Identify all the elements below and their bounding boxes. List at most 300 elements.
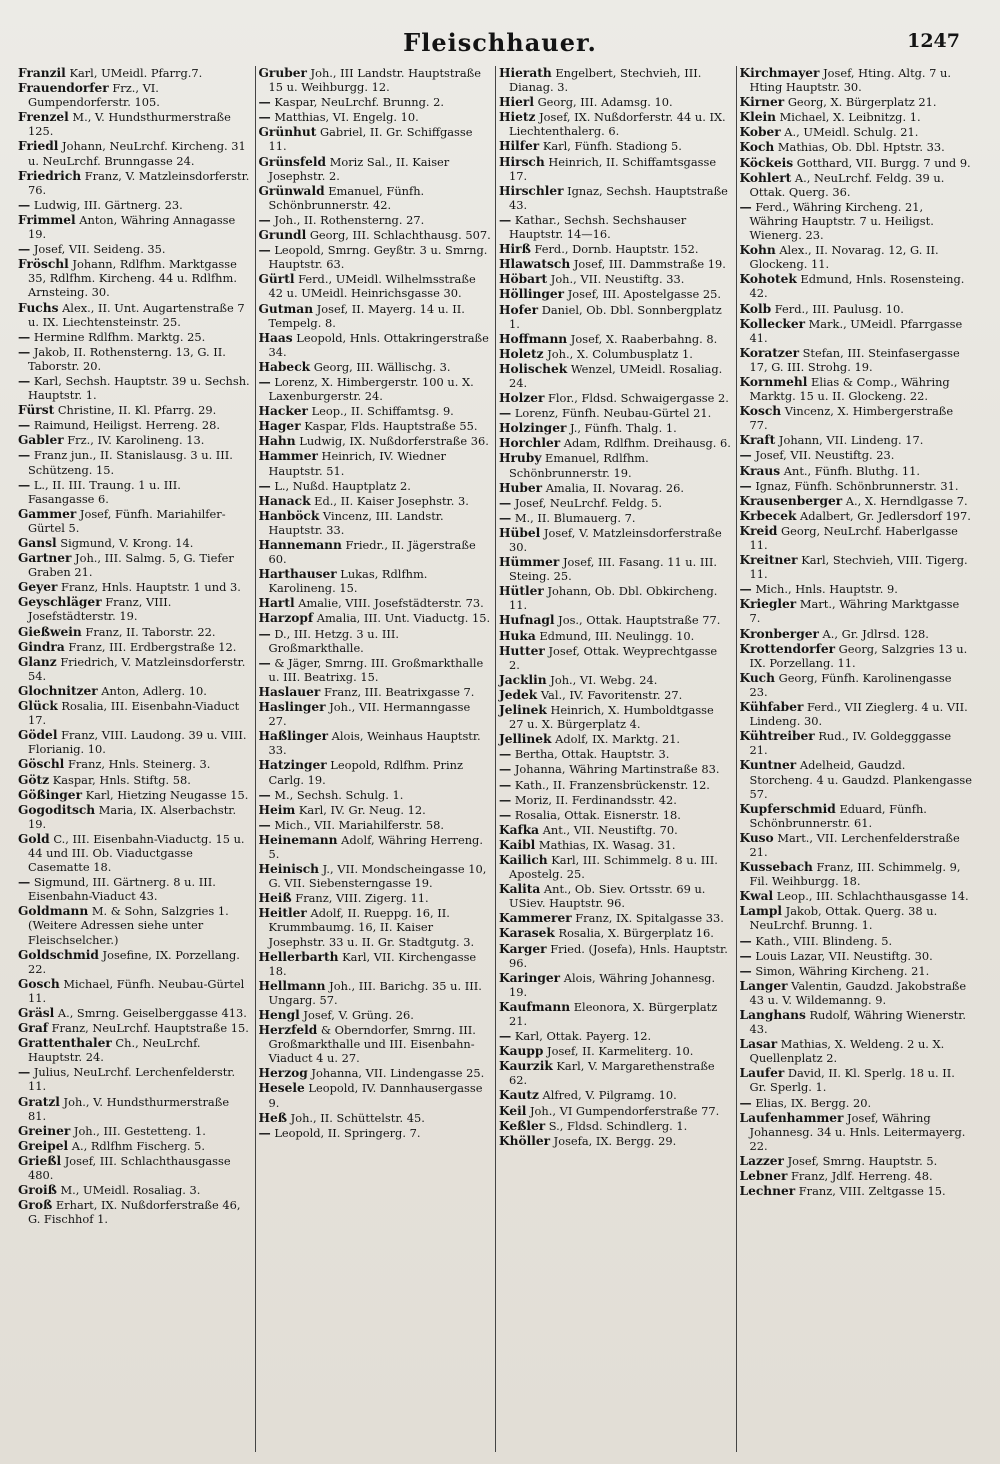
directory-entry xyxy=(18,625,251,639)
entry-name: Frimmel xyxy=(18,212,76,227)
entry-name: Hütler xyxy=(499,584,544,599)
directory-entry xyxy=(740,125,973,139)
entry-name: Gödel xyxy=(18,728,58,743)
directory-entry xyxy=(499,139,732,153)
entry-name: — xyxy=(499,747,512,762)
directory-entry xyxy=(18,418,251,432)
entry-detail: Edmund, III. Neulingg. 10. xyxy=(539,628,695,643)
entry-detail: Daniel, Ob. Dbl. Sonnbergplatz 1. xyxy=(509,302,722,331)
entry-detail: Eleonora, X. Bürgerplatz 21. xyxy=(509,999,718,1028)
entry-detail: Rosalia, X. Bürgerplatz 16. xyxy=(558,926,714,941)
entry-name: Hellmann xyxy=(258,978,326,993)
entry-detail: Simon, Währing Kircheng. 21. xyxy=(755,963,930,978)
page-title: Fleischhauer. xyxy=(403,28,597,57)
directory-entry xyxy=(259,479,492,493)
directory-entry xyxy=(740,831,973,859)
entry-name: Kober xyxy=(739,125,781,140)
entry-detail: Anton, Adlerg. 10. xyxy=(101,683,207,698)
directory-entry xyxy=(499,406,732,420)
directory-entry xyxy=(259,833,492,861)
entry-name: — xyxy=(18,1065,31,1080)
entry-name: — xyxy=(739,963,752,978)
entry-detail: Joh., VII. Hermanngasse 27. xyxy=(268,700,471,729)
entry-name: Langhans xyxy=(739,1008,806,1022)
entry-name: Holzinger xyxy=(499,421,567,436)
directory-entry xyxy=(499,732,732,746)
entry-detail: Leopold, II. Springerg. 7. xyxy=(274,1125,421,1140)
entry-detail: Erhart, IX. Nußdorferstraße 46, G. Fischhof 1. xyxy=(28,1198,241,1227)
directory-entry xyxy=(259,419,492,433)
entry-name: Lazzer xyxy=(739,1153,784,1168)
entry-detail: Adolf, IX. Marktg. 21. xyxy=(555,732,681,747)
entry-name: Harthauser xyxy=(258,567,337,582)
directory-entry xyxy=(259,213,492,227)
directory-entry xyxy=(499,496,732,510)
entry-detail: Josef, VII. Neustiftg. 23. xyxy=(755,448,895,463)
entry-name: — xyxy=(739,199,752,214)
directory-entry xyxy=(499,332,732,346)
directory-entry xyxy=(499,703,732,731)
directory-entry xyxy=(740,404,973,432)
entry-detail: Josef, II. Mayerg. 14 u. II. Tempelg. 8. xyxy=(268,301,465,330)
directory-entry xyxy=(740,1066,973,1094)
directory-entry xyxy=(18,1021,251,1035)
entry-name: Laufer xyxy=(739,1066,785,1081)
entry-name: Götz xyxy=(18,772,50,787)
entry-detail: Mathias, X. Weldeng. 2 u. X. Quellenplatz 2. xyxy=(749,1037,945,1066)
directory-entry xyxy=(499,629,732,643)
entry-name: Gansl xyxy=(18,536,57,550)
entry-detail: Georg, Fünfh. Karolinengasse 23. xyxy=(749,670,952,699)
directory-entry xyxy=(740,140,973,154)
entry-detail: Joh., II. Rothensterng. 27. xyxy=(274,212,425,227)
directory-entry xyxy=(259,155,492,183)
entry-name: Köckeis xyxy=(739,155,794,170)
directory-entry xyxy=(499,303,732,331)
directory-entry xyxy=(18,803,251,831)
entry-name: — xyxy=(739,948,752,963)
entry-detail: Jakob, Ottak. Querg. 38 u. NeuLrchf. Brunng. 1. xyxy=(749,904,938,933)
entry-detail: Karl, IV. Gr. Neug. 12. xyxy=(298,802,426,817)
entry-name: — xyxy=(18,373,31,388)
entry-detail: Alex., II. Unt. Augartenstraße 7 u. IX. Liechtensteinstr. 25. xyxy=(28,300,245,329)
entry-name: Kühfaber xyxy=(739,700,804,715)
entry-name: Jelinek xyxy=(499,703,547,718)
column-1 xyxy=(18,66,255,1452)
entry-detail: Frz., IV. Karolineng. 13. xyxy=(67,433,205,448)
directory-entry xyxy=(18,257,251,299)
entry-name: Hierl xyxy=(499,95,534,110)
entry-detail: Franz, V. Matzleinsdorferstr. 76. xyxy=(28,168,250,197)
directory-entry xyxy=(18,580,251,594)
directory-entry xyxy=(18,1006,251,1020)
directory-entry xyxy=(499,942,732,970)
directory-entry xyxy=(499,911,732,925)
directory-entry xyxy=(18,213,251,241)
directory-entry xyxy=(259,979,492,1007)
entry-detail: Josef, NeuLrchf. Feldg. 5. xyxy=(514,495,663,510)
entry-detail: Alois, Weinhaus Hauptstr. 33. xyxy=(268,729,481,758)
entry-name: Greipel xyxy=(18,1138,69,1153)
entry-name: Kalita xyxy=(499,882,541,897)
entry-detail: Sigmund, V. Krong. 14. xyxy=(60,536,194,550)
entry-detail: A., NeuLrchf. Feldg. 39 u. Ottak. Querg. 36. xyxy=(749,170,945,199)
directory-entry xyxy=(499,362,732,390)
entry-name: Hanack xyxy=(258,493,311,508)
directory-entry xyxy=(499,526,732,554)
entry-detail: Leopold, IV. Dannhausergasse 9. xyxy=(268,1081,483,1110)
entry-detail: & Oberndorfer, Smrng. III. Großmarkthalle und III. Eisenbahn-Viaduct 4 u. 27. xyxy=(268,1023,476,1066)
directory-entry xyxy=(18,66,251,80)
directory-entry xyxy=(259,627,492,655)
entry-detail: Ferd., UMeidl. Wilhelmsstraße 42 u. UMeidl. Heinrichsgasse 30. xyxy=(268,272,476,301)
directory-entry xyxy=(259,184,492,212)
directory-entry xyxy=(499,1029,732,1043)
entry-detail: Louis Lazar, VII. Neustiftg. 30. xyxy=(755,948,933,963)
entry-name: Gößinger xyxy=(18,787,82,802)
directory-entry xyxy=(499,1088,732,1102)
directory-entry xyxy=(18,139,251,167)
entry-name: Hirsch xyxy=(499,154,545,169)
directory-columns xyxy=(18,66,976,1452)
entry-name: — xyxy=(499,777,512,792)
directory-entry xyxy=(740,758,973,800)
directory-entry xyxy=(259,950,492,978)
entry-name: Kaibl xyxy=(499,837,536,852)
entry-detail: Josef, II. Karmeliterg. 10. xyxy=(547,1044,694,1059)
entry-detail: Josef, Währing Johannesg. 34 u. Hnls. Leitermayerg. 22. xyxy=(749,1110,966,1153)
entry-name: Keßler xyxy=(499,1118,546,1133)
directory-entry xyxy=(18,1065,251,1093)
entry-name: Huber xyxy=(499,480,543,495)
entry-detail: Johann, Rdlfhm. Marktgasse 35, Rdlfhm. Kircheng. 44 u. Rdlfhm. Arnsteing. 30. xyxy=(28,257,237,300)
directory-entry xyxy=(499,421,732,435)
entry-name: Höbart xyxy=(499,272,548,287)
directory-entry xyxy=(18,1183,251,1197)
entry-detail: Karl, Fünfh. Stadiong 5. xyxy=(542,139,682,154)
directory-entry xyxy=(740,1111,973,1153)
entry-detail: M. & Sohn, Salzgries 1. (Weitere Adressen siehe unter Fleischselcher.) xyxy=(28,904,229,947)
page-number: 1247 xyxy=(907,30,960,52)
entry-detail: Kathar., Sechsh. Sechshauser Hauptstr. 14—16. xyxy=(509,212,687,242)
entry-detail: Kaspar, Hnls. Stiftg. 58. xyxy=(52,772,191,787)
directory-entry xyxy=(740,700,973,728)
entry-name: Heinemann xyxy=(258,832,338,847)
directory-entry xyxy=(259,404,492,418)
directory-entry xyxy=(259,434,492,448)
entry-detail: Ferd., III. Paulusg. 10. xyxy=(774,301,904,316)
directory-entry xyxy=(499,555,732,583)
entry-name: Kraft xyxy=(739,433,776,448)
entry-name: Heitler xyxy=(258,906,307,921)
entry-name: Hartl xyxy=(258,596,295,611)
directory-entry xyxy=(499,613,732,627)
entry-name: Khöller xyxy=(499,1133,551,1148)
entry-name: Krausenberger xyxy=(739,493,843,508)
directory-entry xyxy=(740,156,973,170)
entry-name: Koch xyxy=(739,140,775,155)
directory-entry xyxy=(740,171,973,199)
entry-name: Kirner xyxy=(739,95,785,110)
directory-entry xyxy=(259,272,492,300)
entry-name: Hengl xyxy=(258,1008,300,1022)
entry-name: — xyxy=(18,344,31,359)
directory-entry xyxy=(740,524,973,552)
entry-name: Haslauer xyxy=(258,684,321,699)
directory-entry xyxy=(740,1096,973,1110)
entry-name: Kaufmann xyxy=(499,999,571,1014)
entry-detail: Fried. (Josefa), Hnls. Hauptstr. 96. xyxy=(509,941,728,970)
directory-entry xyxy=(18,1095,251,1123)
directory-entry xyxy=(499,747,732,761)
directory-entry xyxy=(499,584,732,612)
entry-name: Grünhut xyxy=(258,125,317,140)
entry-detail: Valentin, Gaudzd. Jakobstraße 43 u. V. Wildemanng. 9. xyxy=(749,978,967,1007)
entry-detail: Gotthard, VII. Burgg. 7 und 9. xyxy=(796,155,971,170)
entry-detail: Ch., NeuLrchf. Hauptstr. 24. xyxy=(28,1036,201,1065)
entry-name: Hanböck xyxy=(258,508,320,523)
entry-detail: C., III. Eisenbahn-Viaductg. 15 u. 44 und III. Ob. Viaductgasse Casematte 18. xyxy=(28,831,245,875)
entry-detail: Ferd., Währing Kircheng. 21, Währing Hauptstr. 7 u. Heiligst. Wienerg. 23. xyxy=(749,199,934,243)
directory-entry xyxy=(259,494,492,508)
entry-detail: Emanuel, Fünfh. Schönbrunnerstr. 42. xyxy=(268,183,425,212)
entry-name: Hümmer xyxy=(499,555,560,570)
directory-entry xyxy=(18,507,251,535)
entry-detail: Franz, III. Schimmelg. 9, Fil. Weihburgg. 18. xyxy=(749,860,961,889)
directory-entry xyxy=(499,1000,732,1028)
entry-detail: Johann, VII. Lindeng. 17. xyxy=(778,433,924,448)
entry-name: Friedrich xyxy=(18,168,82,183)
entry-detail: & Jäger, Smrng. III. Großmarkthalle u. III. Beatrixg. 15. xyxy=(268,655,484,684)
directory-entry xyxy=(740,95,973,109)
entry-name: Karinger xyxy=(499,970,561,985)
entry-name: Hirschler xyxy=(499,183,564,198)
entry-name: Langer xyxy=(739,978,788,993)
entry-detail: Bertha, Ottak. Hauptstr. 3. xyxy=(514,747,670,762)
entry-detail: Johann, Ob. Dbl. Obkircheng. 11. xyxy=(509,584,718,613)
entry-name: — xyxy=(258,243,271,258)
directory-entry xyxy=(740,729,973,757)
directory-entry xyxy=(18,110,251,138)
entry-detail: Franz, Hnls. Steinerg. 3. xyxy=(67,757,211,772)
entry-detail: Jakob, II. Rothensterng. 13, G. II. Taborstr. 20. xyxy=(28,344,226,373)
directory-entry xyxy=(259,1126,492,1140)
entry-detail: Franz jun., II. Stanislausg. 3 u. III. Schützeng. 15. xyxy=(28,448,233,477)
entry-name: Kuso xyxy=(739,830,774,845)
directory-entry xyxy=(499,451,732,479)
directory-entry xyxy=(18,595,251,623)
directory-entry xyxy=(499,853,732,881)
entry-detail: Mathias, IX. Wasag. 31. xyxy=(538,837,676,852)
entry-detail: Georg, X. Bürgerplatz 21. xyxy=(787,95,937,110)
entry-name: Gartner xyxy=(18,551,72,566)
entry-name: Greiner xyxy=(18,1123,71,1138)
entry-name: Kreitner xyxy=(739,553,798,568)
entry-name: Hietz xyxy=(499,110,536,125)
directory-entry xyxy=(740,200,973,242)
entry-name: Harzopf xyxy=(258,611,314,626)
directory-entry xyxy=(499,793,732,807)
entry-name: Hager xyxy=(258,419,301,434)
entry-detail: Ant., Fünfh. Bluthg. 11. xyxy=(783,463,921,478)
directory-entry xyxy=(499,778,732,792)
entry-name: Fuchs xyxy=(18,300,59,315)
entry-name: — xyxy=(18,197,31,212)
entry-name: Kraus xyxy=(739,463,781,478)
directory-entry xyxy=(740,66,973,94)
entry-name: Heiß xyxy=(258,891,292,906)
entry-name: Krbecek xyxy=(739,508,797,523)
entry-detail: Josef, V. Grüng. 26. xyxy=(303,1008,414,1022)
entry-name: — xyxy=(258,478,271,493)
entry-detail: Ludwig, IX. Nußdorferstraße 36. xyxy=(299,434,489,449)
directory-entry xyxy=(18,948,251,976)
directory-entry xyxy=(259,449,492,477)
entry-name: Heinisch xyxy=(258,862,320,877)
entry-detail: Heinrich, II. Schiffamtsgasse 17. xyxy=(509,154,717,183)
entry-name: Glück xyxy=(18,699,58,714)
directory-entry xyxy=(18,757,251,771)
directory-entry xyxy=(740,553,973,581)
entry-detail: Karl, UMeidl. Pfarrg.7. xyxy=(69,66,203,80)
entry-detail: Friedrich, V. Matzleinsdorferstr. 54. xyxy=(28,654,246,683)
directory-entry xyxy=(259,611,492,625)
entry-detail: Franz, VIII. Josefstädterstr. 19. xyxy=(28,595,172,624)
entry-detail: Maria, IX. Alserbachstr. 19. xyxy=(28,802,237,831)
entry-detail: Adolf, II. Rueppg. 16, II. Krummbaumg. 16, II. Kaiser Josephstr. 33 u. II. Gr. Stadtgutg. 3. xyxy=(268,906,475,949)
entry-detail: Mich., VII. Mariahilferstr. 58. xyxy=(274,817,444,832)
directory-entry xyxy=(740,110,973,124)
directory-entry xyxy=(259,862,492,890)
entry-detail: Kaspar, Flds. Hauptstraße 55. xyxy=(304,419,478,434)
entry-detail: Georg, Salzgries 13 u. IX. Porzellang. 11. xyxy=(749,641,968,670)
entry-name: Hesele xyxy=(258,1081,305,1096)
entry-detail: Josef, Hting. Altg. 7 u. Hting Hauptstr. 30. xyxy=(749,66,951,95)
entry-name: Friedl xyxy=(18,139,59,154)
entry-detail: Julius, NeuLrchf. Lerchenfelderstr. 11. xyxy=(28,1065,236,1094)
directory-entry xyxy=(18,403,251,417)
page-header xyxy=(0,28,1000,62)
entry-name: — xyxy=(739,933,752,948)
directory-entry xyxy=(18,728,251,756)
directory-entry xyxy=(740,243,973,271)
entry-name: Kohotek xyxy=(739,272,797,287)
entry-name: Herzog xyxy=(258,1066,308,1081)
entry-detail: Johanna, Währing Martinstraße 83. xyxy=(514,762,720,777)
entry-name: Grünwald xyxy=(258,183,325,198)
entry-name: Kornmehl xyxy=(739,374,808,389)
directory-entry xyxy=(18,374,251,402)
entry-name: — xyxy=(258,655,271,670)
entry-name: Groiß xyxy=(18,1183,57,1198)
entry-name: Hatzinger xyxy=(258,758,327,773)
entry-detail: Franz, NeuLrchf. Hauptstraße 15. xyxy=(51,1021,249,1036)
entry-detail: A., Gr. Jdlrsd. 128. xyxy=(822,626,929,641)
directory-entry xyxy=(499,762,732,776)
entry-detail: Adalbert, Gr. Jedlersdorf 197. xyxy=(800,508,971,523)
directory-entry xyxy=(18,330,251,344)
directory-entry xyxy=(740,464,973,478)
entry-name: — xyxy=(18,477,31,492)
entry-detail: Mart., VII. Lerchenfelderstraße 21. xyxy=(749,830,960,859)
entry-name: Laufenhammer xyxy=(739,1110,844,1125)
entry-detail: A., UMeidl. Schulg. 21. xyxy=(784,125,919,140)
directory-entry xyxy=(18,1124,251,1138)
entry-name: Göschl xyxy=(18,757,65,772)
entry-name: — xyxy=(258,626,271,641)
directory-entry xyxy=(740,509,973,523)
directory-entry xyxy=(18,478,251,506)
directory-entry xyxy=(740,904,973,932)
entry-name: — xyxy=(18,418,31,433)
entry-name: Kaurzik xyxy=(499,1059,553,1074)
entry-detail: Georg, NeuLrchf. Haberlgasse 11. xyxy=(749,523,958,552)
entry-detail: Joh., VI Gumpendorferstraße 77. xyxy=(529,1103,720,1118)
entry-name: — xyxy=(739,1095,752,1110)
entry-detail: Josef, III. Fasang. 11 u. III. Steing. 25. xyxy=(509,555,718,584)
entry-name: Graf xyxy=(18,1021,48,1036)
entry-detail: Franz, VIII. Zeltgasse 15. xyxy=(798,1184,946,1199)
entry-name: — xyxy=(499,510,512,525)
entry-name: Lechner xyxy=(739,1184,796,1199)
entry-name: Haßlinger xyxy=(258,729,328,744)
entry-name: Gosch xyxy=(18,976,60,991)
entry-detail: Elias, IX. Bergg. 20. xyxy=(755,1095,872,1110)
entry-detail: M., II. Blumauerg. 7. xyxy=(514,510,636,525)
entry-detail: Joh., VII. Neustiftg. 33. xyxy=(550,272,685,287)
directory-entry xyxy=(18,169,251,197)
entry-detail: Kaspar, NeuLrchf. Brunng. 2. xyxy=(274,95,445,110)
entry-name: — xyxy=(499,212,512,227)
entry-name: — xyxy=(18,875,31,890)
entry-name: Kolb xyxy=(739,301,772,316)
entry-detail: Stefan, III. Steinfasergasse 17, G. III. Strohg. 19. xyxy=(749,345,960,374)
entry-detail: Ignaz, Fünfh. Schönbrunnerstr. 31. xyxy=(755,478,959,493)
directory-entry xyxy=(740,934,973,948)
entry-detail: J., VII. Mondscheingasse 10, G. VII. Siebensterngasse 19. xyxy=(268,862,487,891)
entry-name: Hofer xyxy=(499,302,539,317)
entry-name: Hannemann xyxy=(258,538,342,552)
entry-detail: Joh., II. Schüttelstr. 45. xyxy=(290,1110,425,1125)
directory-entry xyxy=(740,964,973,978)
entry-detail: M., V. Hundsthurmerstraße 125. xyxy=(28,110,231,139)
entry-detail: A., Smrng. Geiselberggasse 413. xyxy=(57,1006,247,1020)
entry-detail: Heinrich, IV. Wiedner Hauptstr. 51. xyxy=(268,449,446,478)
entry-name: Lampl xyxy=(739,904,783,919)
entry-name: — xyxy=(258,110,271,125)
entry-name: Huka xyxy=(499,628,536,643)
directory-entry xyxy=(259,302,492,330)
directory-entry xyxy=(499,808,732,822)
entry-name: Hirß xyxy=(499,242,531,257)
directory-entry xyxy=(259,891,492,905)
entry-name: Kosch xyxy=(739,404,782,419)
entry-name: Hufnagl xyxy=(499,613,555,628)
directory-entry xyxy=(18,640,251,654)
entry-name: Geyschläger xyxy=(18,595,102,610)
entry-detail: Adelheid, Gaudzd. Storcheng. 4 u. Gaudzd. Plankengasse 57. xyxy=(749,758,972,801)
directory-entry xyxy=(259,1081,492,1109)
directory-entry xyxy=(740,448,973,462)
directory-entry xyxy=(259,818,492,832)
entry-name: Hahn xyxy=(258,434,296,449)
directory-entry xyxy=(740,979,973,1007)
entry-name: Grießl xyxy=(18,1153,62,1168)
entry-name: Frauendorfer xyxy=(18,81,109,96)
entry-name: Jellinek xyxy=(499,732,552,747)
directory-entry xyxy=(259,656,492,684)
entry-detail: Friedr., II. Jägerstraße 60. xyxy=(268,538,476,567)
